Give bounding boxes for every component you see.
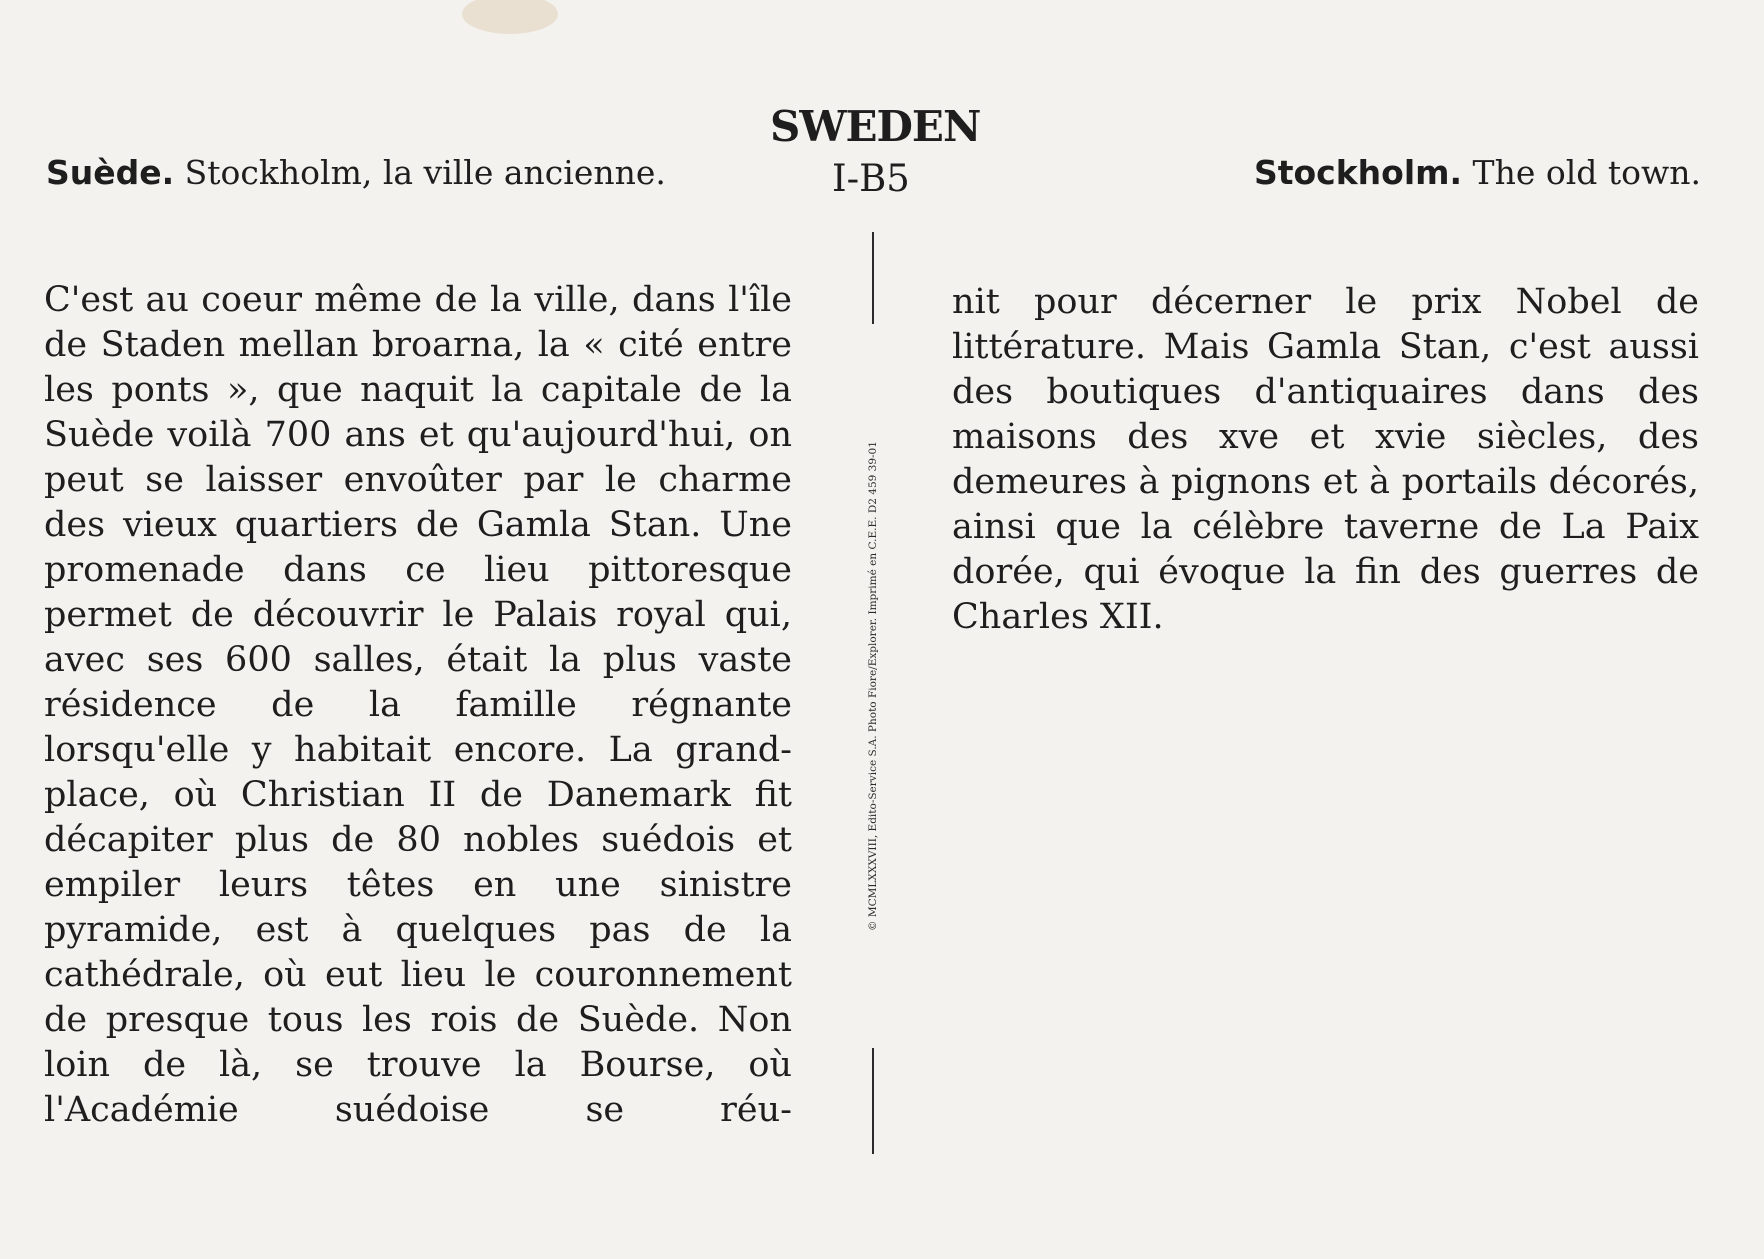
caption-french-text: Stockholm, la ville ancienne. [174,153,666,192]
divider-line-top [872,232,874,324]
caption-english-text: The old town. [1462,153,1701,192]
paper-stain [462,0,558,34]
caption-french [46,153,666,192]
publisher-credit: © MCMLXXXVIII, Edito-Service S.A. Photo Fiore/Explorer. Imprimé en C.E.E. D2 459 39-01 [866,441,879,931]
body-text-right-column: nit pour décerner le prix Nobel de littérature. Mais Gamla Stan, c'est aussi des boutiques d'antiquaires dans des maisons des xve et xvie siècles, des demeures à pignons et à portails décorés, ainsi que la célèbre taverne de La Paix dorée, qui évoque la fin des guerres de Charles XII. [952,282,1699,637]
body-text-left-column: C'est au coeur même de la ville, dans l'île de Staden mellan broarna, la « cité entre les ponts », que naquit la capitale de la Suède voilà 700 ans et qu'aujourd'hui, on peut se laisser envoûter par le charme des vieux quartiers de Gamla Stan. Une promenade dans ce lieu pittoresque permet de découvrir le Palais royal qui, avec ses 600 salles, était la plus vaste résidence de la famille régnante lorsqu'elle y habitait encore. La grand-place, où Christian II de Danemark fit décapiter plus de 80 nobles suédois et empiler leurs têtes en une sinistre pyramide, est à quelques pas de la cathédrale, où eut lieu le couronnement de presque tous les rois de Suède. Non loin de là, se trouve la Bourse, où l'Académie suédoise se réu- [44,280,792,1130]
caption-english [1253,153,1701,192]
divider-line-bottom [872,1048,874,1154]
caption-french-bold: Suède. [46,153,175,192]
card-code: I-B5 [832,157,910,200]
caption-english-bold: Stockholm. [1253,153,1463,192]
country-heading: SWEDEN [770,102,981,151]
